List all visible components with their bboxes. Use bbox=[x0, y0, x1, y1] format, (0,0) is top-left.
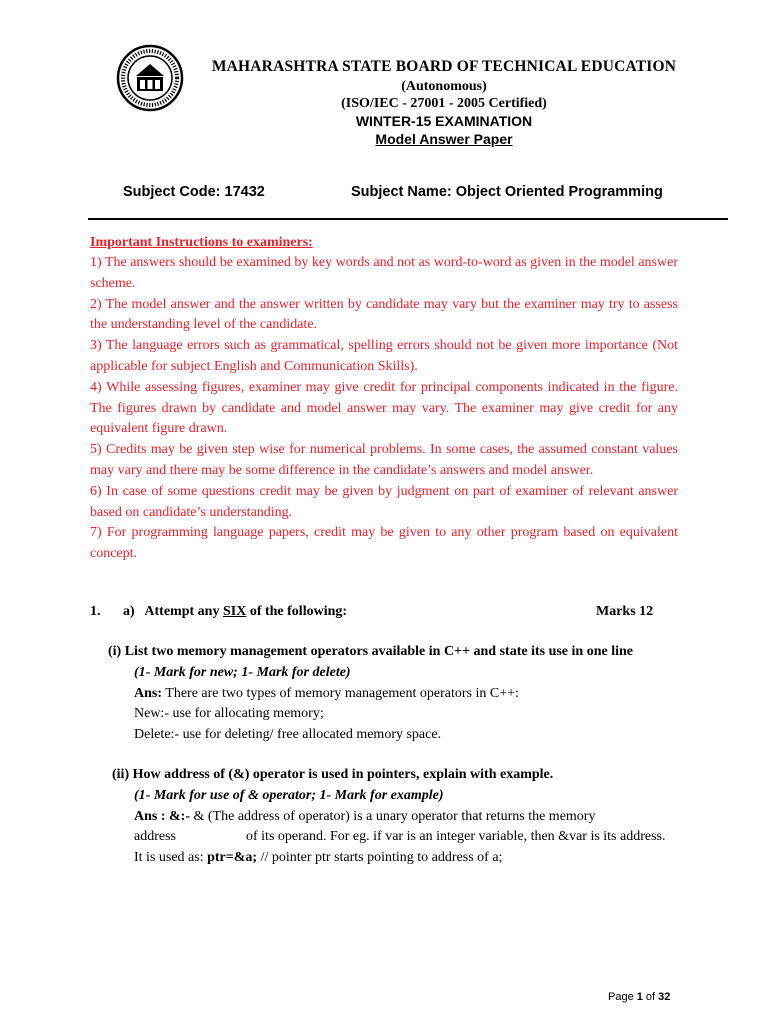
q-i-answer bbox=[134, 686, 519, 702]
autonomous-label: (Autonomous) bbox=[401, 79, 487, 94]
instruction-item: 3) The language errors such as grammatical, spelling errors should not be given more importance (Not applicable for subject English and Communication Skills). bbox=[90, 338, 678, 374]
q-i-line-delete: Delete:- use for deleting/ free allocated memory space. bbox=[134, 727, 442, 742]
exam-title: WINTER-15 EXAMINATION bbox=[355, 113, 533, 129]
q-i-line-new: New:- use for allocating memory; bbox=[134, 706, 324, 721]
model-answer-title: Model Answer Paper bbox=[375, 131, 513, 147]
instruction-item: 5) Credits may be given step wise for numerical problems. In some cases, the assumed constant values may vary and there may be some difference in the candidate’s answers and model answer. bbox=[90, 442, 678, 478]
prompt-post: of the following: bbox=[246, 604, 348, 619]
question-prompt bbox=[123, 604, 347, 620]
instruction-item: 1) The answers should be examined by key words and not as word-to-word as given in the model answer scheme. bbox=[90, 255, 678, 291]
instruction-item: 7) For programming language papers, credit may be given to any other program based on equivalent concept. bbox=[90, 525, 678, 562]
subject-name-label: Subject Name: bbox=[351, 184, 456, 200]
instructions-title: Important Instructions to examiners: bbox=[90, 235, 313, 250]
prompt-pre: Attempt any bbox=[144, 604, 223, 619]
line3-code: ptr=&a; bbox=[207, 850, 258, 865]
q-ii-title: (ii) How address of (&) operator is used in pointers, explain with example. bbox=[112, 767, 554, 782]
answer-label: Ans : &:- bbox=[134, 809, 190, 824]
question-marks: Marks 12 bbox=[596, 604, 654, 619]
q-i-title: (i) List two memory management operators available in C++ and state its use in one line bbox=[108, 644, 633, 659]
line3-pre: It is used as: bbox=[134, 850, 208, 865]
q-ii-line2-a: address bbox=[134, 829, 176, 844]
prompt-emphasis: SIX bbox=[222, 604, 247, 619]
subject-name-value: Object Oriented Programming bbox=[455, 184, 663, 200]
instruction-item: 4) While assessing figures, examiner may give credit for principal components indicated in the figure. The figures drawn by candidate and model answer may vary. The examiner may give credit for any equivalent figure drawn. bbox=[90, 379, 678, 437]
subject-code bbox=[123, 184, 265, 200]
page-label: Page bbox=[608, 991, 637, 1003]
instructions-list bbox=[90, 253, 678, 565]
iso-certification: (ISO/IEC - 27001 - 2005 Certified) bbox=[341, 96, 547, 111]
line3-post: // pointer ptr starts pointing to address of a; bbox=[257, 850, 503, 865]
instruction-item: 6) In case of some questions credit may be given by judgment on part of examiner of relevant answer based on candidate’s understanding. bbox=[90, 483, 678, 520]
instruction-item: 2) The model answer and the answer written by candidate may vary but the examiner may try to assess the understanding level of the candidate. bbox=[90, 296, 678, 333]
page-total: 32 bbox=[658, 991, 671, 1003]
page-of: of bbox=[642, 991, 659, 1003]
subject-code-label: Subject Code: bbox=[123, 184, 225, 200]
answer-label: Ans: bbox=[134, 686, 163, 701]
subject-code-value: 17432 bbox=[224, 184, 265, 200]
page-indicator bbox=[608, 991, 670, 1003]
answer-text: There are two types of memory management operators in C++: bbox=[162, 686, 519, 701]
board-name: MAHARASHTRA STATE BOARD OF TECHNICAL EDUCATION bbox=[211, 58, 677, 75]
subject-name bbox=[351, 184, 663, 200]
question-number: 1. bbox=[90, 604, 101, 619]
q-ii-answer bbox=[134, 809, 595, 825]
q-i-scheme: (1- Mark for new; 1- Mark for delete) bbox=[134, 665, 351, 680]
q-ii-scheme: (1- Mark for use of & operator; 1- Mark for example) bbox=[134, 788, 444, 803]
page-number: 1 bbox=[636, 991, 643, 1003]
answer-text: & (The address of operator) is a unary operator that returns the memory bbox=[190, 809, 596, 824]
q-ii-line2-b: of its operand. For eg. if var is an integer variable, then &var is its address. bbox=[246, 829, 666, 844]
q-ii-line3 bbox=[134, 850, 502, 866]
question-part: a) bbox=[123, 604, 135, 619]
header-divider bbox=[88, 218, 728, 220]
